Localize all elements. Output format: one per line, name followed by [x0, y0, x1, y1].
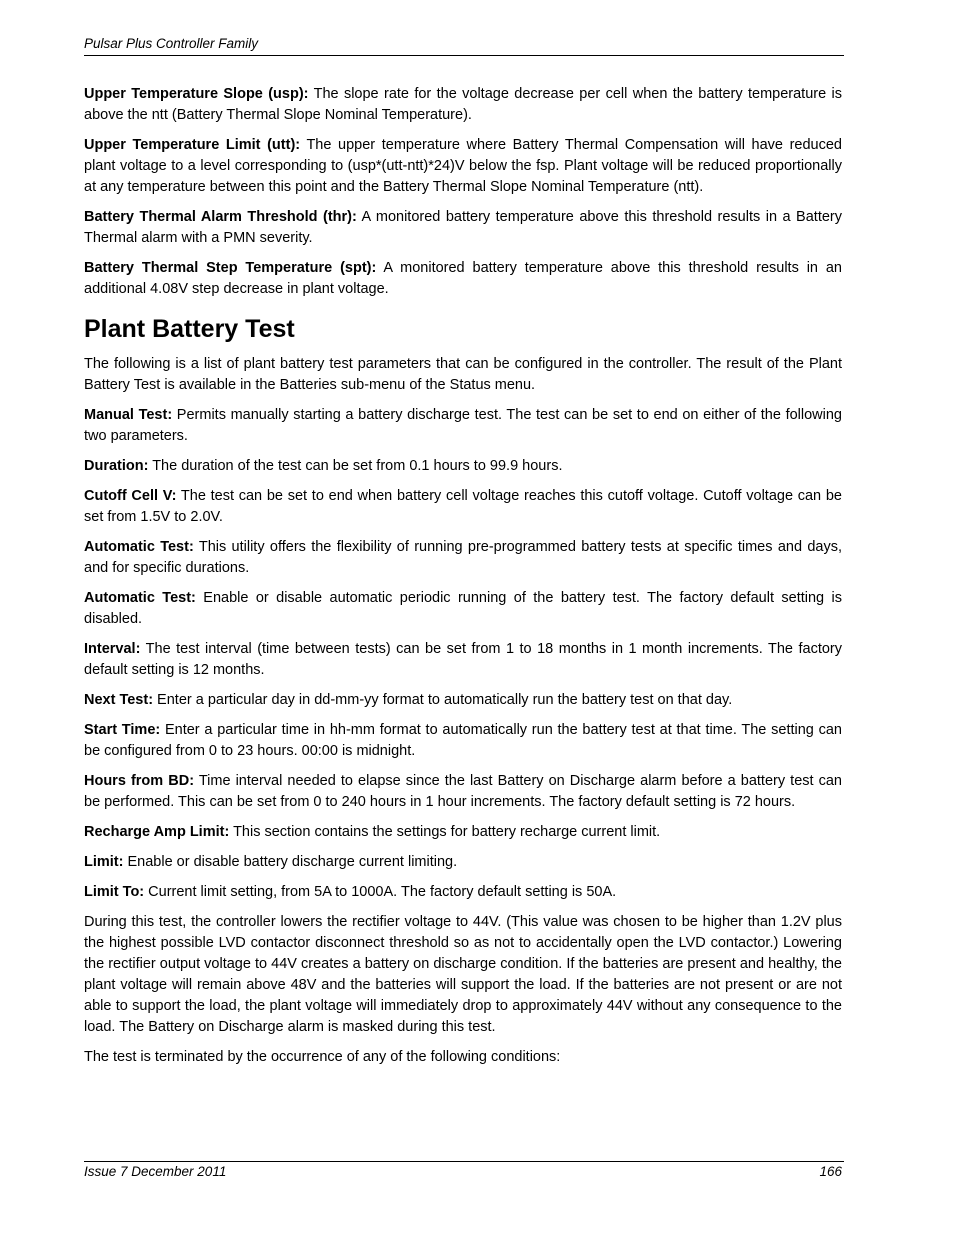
paragraph	[84, 486, 842, 528]
paragraph	[84, 588, 842, 630]
paragraph	[84, 135, 842, 198]
parameter-term: Automatic Test:	[84, 539, 194, 555]
paragraph	[84, 405, 842, 447]
parameter-term: Upper Temperature Limit (utt):	[84, 137, 301, 153]
parameter-description: The following is a list of plant battery test parameters that can be configured in the controller. The result of the Plant Battery Test is available in the Batteries sub-menu of the Status menu.	[84, 356, 842, 393]
paragraph	[84, 852, 842, 873]
parameter-description: A monitored battery temperature above this threshold results in an additional 4.08V step decrease in plant voltage.	[84, 260, 843, 297]
footer-divider	[84, 1161, 844, 1162]
parameter-description: Enable or disable automatic periodic running of the battery test. The factory default setting is disabled.	[84, 590, 842, 627]
parameter-description: The test interval (time between tests) can be set from 1 to 18 months in 1 month increments. The factory default setting is 12 months.	[84, 641, 842, 678]
paragraph	[84, 84, 842, 126]
paragraph	[84, 822, 842, 843]
parameter-term: Limit:	[84, 854, 124, 870]
paragraph	[84, 354, 842, 396]
parameter-description: During this test, the controller lowers the rectifier voltage to 44V. (This value was chosen to be higher than 1.2V plus the highest possible LVD contactor disconnect threshold so as not to accidentally open the LVD contactor.) Lowering the rectifier output voltage to 44V creates a battery on discharge condition. If the batteries are present and healthy, the plant voltage will remain above 48V and the batteries will support the load. If the batteries are not present or are not able to support the load, the plant voltage will immediately drop to approximately 44V without any consequence to the load. The Battery on Discharge alarm is masked during this test.	[84, 914, 842, 1035]
parameter-description: The test is terminated by the occurrence of any of the following conditions:	[84, 1049, 561, 1065]
parameter-description: Permits manually starting a battery discharge test. The test can be set to end on either of the following two parameters.	[84, 407, 842, 444]
parameter-description: This section contains the settings for battery recharge current limit.	[229, 824, 661, 840]
parameter-description: The duration of the test can be set from 0.1 hours to 99.9 hours.	[148, 458, 563, 474]
parameter-term: Manual Test:	[84, 407, 173, 423]
paragraph	[84, 720, 842, 762]
parameter-term: Next Test:	[84, 692, 154, 708]
paragraph	[84, 639, 842, 681]
parameter-description: The test can be set to end when battery cell voltage reaches this cutoff voltage. Cutoff voltage can be set from 1.5V to 2.0V.	[84, 488, 842, 525]
parameter-description: A monitored battery temperature above this threshold results in a Battery Thermal alarm with a PMN severity.	[84, 209, 842, 246]
paragraph	[84, 690, 842, 711]
parameter-description: Enter a particular time in hh-mm format to automatically run the battery test at that time. The setting can be configured from 0 to 23 hours. 00:00 is midnight.	[84, 722, 842, 759]
paragraph	[84, 537, 842, 579]
paragraph	[84, 258, 842, 300]
paragraph	[84, 456, 842, 477]
paragraph	[84, 207, 842, 249]
parameter-description: Enable or disable battery discharge current limiting.	[123, 854, 458, 870]
parameter-description: Current limit setting, from 5A to 1000A. The factory default setting is 50A.	[144, 884, 617, 900]
page-number: 166	[819, 1164, 842, 1179]
parameter-term: Battery Thermal Alarm Threshold (thr):	[84, 209, 357, 225]
paragraph	[84, 912, 842, 1038]
parameter-description: The slope rate for the voltage decrease per cell when the battery temperature is above the ntt (Battery Thermal Slope Nominal Temperature).	[84, 86, 842, 123]
paragraph	[84, 771, 842, 813]
header-divider	[84, 55, 844, 56]
parameter-term: Start Time:	[84, 722, 161, 738]
parameter-description: The upper temperature where Battery Thermal Compensation will have reduced plant voltage to a level corresponding to (usp*(utt-ntt)*24)V below the fsp. Plant voltage will be reduced proportionally at any temperature between this point and the Battery Thermal Slope Nominal Temperature (ntt).	[84, 137, 842, 195]
parameter-term: Limit To:	[84, 884, 145, 900]
section-body	[84, 354, 842, 1068]
footer-issue: Issue 7 December 2011	[84, 1164, 227, 1179]
parameter-term: Interval:	[84, 641, 141, 657]
parameter-term: Upper Temperature Slope (usp):	[84, 86, 309, 102]
paragraph	[84, 882, 842, 903]
page-content	[84, 84, 842, 1077]
definitions-list	[84, 84, 842, 300]
parameter-term: Duration:	[84, 458, 149, 474]
parameter-term: Battery Thermal Step Temperature (spt):	[84, 260, 377, 276]
paragraph	[84, 1047, 842, 1068]
running-header: Pulsar Plus Controller Family	[84, 36, 259, 51]
parameter-term: Recharge Amp Limit:	[84, 824, 230, 840]
parameter-description: Enter a particular day in dd-mm-yy format to automatically run the battery test on that day.	[153, 692, 733, 708]
parameter-term: Automatic Test:	[84, 590, 196, 606]
parameter-term: Cutoff Cell V:	[84, 488, 177, 504]
parameter-term: Hours from BD:	[84, 773, 195, 789]
parameter-description: This utility offers the flexibility of running pre-programmed battery tests at specific times and days, and for specific durations.	[84, 539, 842, 576]
parameter-description: Time interval needed to elapse since the last Battery on Discharge alarm before a battery test can be performed. This can be set from 0 to 240 hours in 1 hour increments. The factory default setting is 72 hours.	[84, 773, 842, 810]
section-heading: Plant Battery Test	[84, 315, 295, 343]
